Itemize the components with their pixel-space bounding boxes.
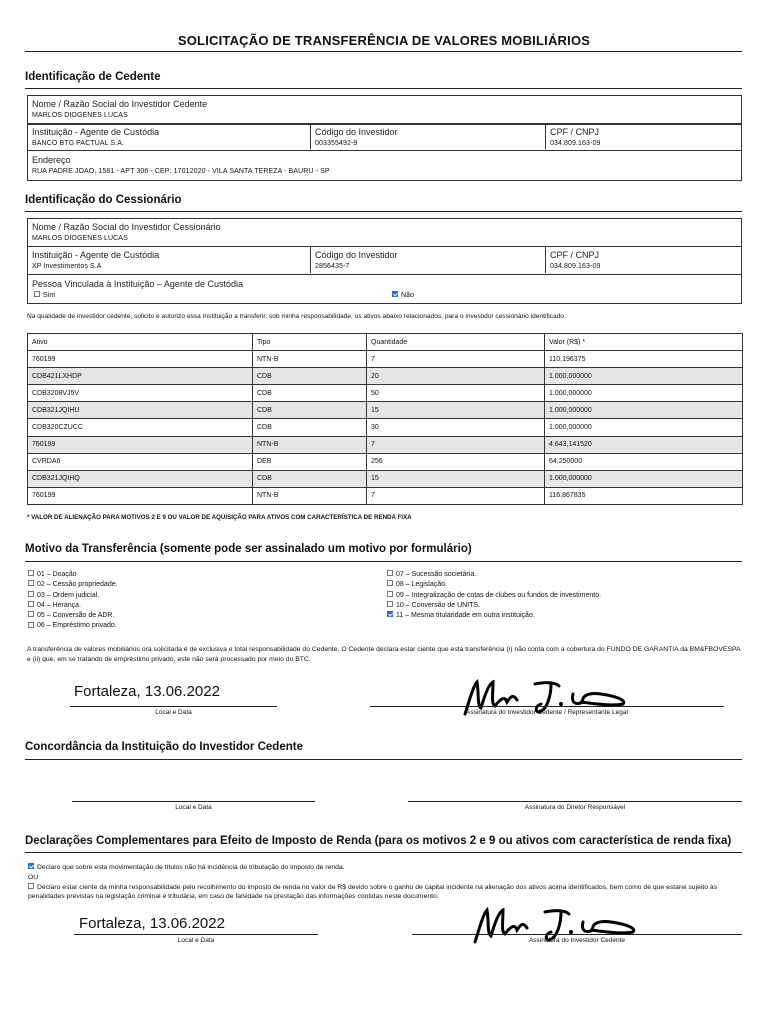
cedente-code-value: 003355492-9 xyxy=(315,140,358,147)
declaracoes-heading: Declarações Complementares para Efeito de Imposto de Renda (para os motivos 2 e 9 ou ativos com característica de renda fixa) xyxy=(25,835,732,847)
cedente-inst-value: BANCO BTG PACTUAL S.A. xyxy=(32,140,125,147)
checkbox-unchecked-icon[interactable] xyxy=(387,570,393,576)
declaracoes-rule xyxy=(25,852,742,853)
table-row xyxy=(28,402,743,419)
motivo-option-label: 10 – Conversão de UNITS. xyxy=(396,601,481,609)
table-cell: 15 xyxy=(367,470,545,487)
table-cell: 20 xyxy=(367,368,545,385)
table-cell: 64,250000 xyxy=(545,453,743,470)
table-row xyxy=(28,385,743,402)
assets-table xyxy=(27,333,743,505)
table-cell: 760199 xyxy=(28,436,253,453)
table-row xyxy=(28,351,743,368)
table-row xyxy=(28,436,743,453)
concordancia-sign-line xyxy=(408,801,742,802)
checkbox-unchecked-icon[interactable] xyxy=(28,580,34,586)
concordancia-heading: Concordância da Instituição do Investidor Cedente xyxy=(25,741,303,753)
cedente-cpf-value: 034.809.163-09 xyxy=(550,140,601,147)
table-cell: CDB xyxy=(253,385,367,402)
table-cell: CDB xyxy=(253,402,367,419)
table-cell: 30 xyxy=(367,419,545,436)
decl-place-caption: Local e Data xyxy=(177,937,215,944)
cessionario-code-value: 2856435-7 xyxy=(315,263,350,270)
sign1-place-caption: Local e Data xyxy=(155,709,192,716)
cessionario-code-label: Código do Investidor xyxy=(315,250,398,260)
sign1-place-line xyxy=(70,706,277,707)
linked-no-option[interactable] xyxy=(392,292,414,299)
table-cell: CDB xyxy=(253,368,367,385)
motivo-option-label: 08 – Legislação. xyxy=(396,581,447,589)
table-cell: NTN-B xyxy=(253,487,367,504)
checkbox-checked-icon[interactable] xyxy=(387,611,393,617)
declaracoes-or: OU xyxy=(28,874,39,881)
table-cell: NTN-B xyxy=(253,436,367,453)
table-cell: CVRDA6 xyxy=(28,453,253,470)
cedente-rule xyxy=(25,88,742,89)
declaracoes-option-1[interactable] xyxy=(28,864,345,871)
sign1-sign-caption: Assinatura do Investidor Cedente / Representante Legal xyxy=(466,709,628,716)
table-cell: CDB xyxy=(253,470,367,487)
cessionario-cpf-value: 034.809.163-09 xyxy=(550,263,601,270)
linked-yes-option[interactable] xyxy=(34,292,55,299)
concordancia-rule xyxy=(25,759,742,760)
cessionario-inst-value: XP Investimentos S.A xyxy=(32,263,102,270)
cedente-box xyxy=(27,95,742,181)
table-row xyxy=(28,368,743,385)
checkbox-unchecked-icon[interactable] xyxy=(28,601,34,607)
cessionario-box xyxy=(27,218,742,304)
table-cell: 256 xyxy=(367,453,545,470)
cessionario-rule xyxy=(25,211,742,212)
linked-yes-label: Sim xyxy=(43,292,56,299)
assets-header-cell: Ativo xyxy=(28,334,253,351)
motivo-option-label: 11 – Mesma titularidade em outra instituição. xyxy=(396,612,535,620)
concordancia-sign-caption: Assinatura do Diretor Responsável xyxy=(524,804,626,811)
motivo-option[interactable] xyxy=(28,580,118,590)
cedente-cpf-label: CPF / CNPJ xyxy=(550,127,600,137)
motivo-option[interactable] xyxy=(28,570,118,580)
table-cell: DEB xyxy=(253,453,367,470)
cedente-name-value: MARLOS DIOGENES LUCAS xyxy=(32,112,128,119)
cessionario-name-label: Nome / Razão Social do Investidor Cessionário xyxy=(32,222,221,232)
motivo-option[interactable] xyxy=(387,591,601,601)
concordancia-place-line xyxy=(72,801,315,802)
cessionario-cpf-label: CPF / CNPJ xyxy=(550,250,600,260)
cedente-heading: Identificação de Cedente xyxy=(25,71,161,83)
motivo-option[interactable] xyxy=(28,621,118,631)
table-row xyxy=(28,419,743,436)
table-cell: 7 xyxy=(367,351,545,368)
motivo-option[interactable] xyxy=(387,580,601,590)
linked-no-label: Não xyxy=(401,292,415,299)
assets-header-cell: Valor (R$) * xyxy=(545,334,743,351)
table-cell: 15 xyxy=(367,402,545,419)
assets-footnote: * VALOR DE ALIENAÇÃO PARA MOTIVOS 2 E 9 OU VALOR DE AQUISIÇÃO PARA ATIVOS COM CARACTERÍSTICA DE RENDA FIXA xyxy=(27,514,412,521)
table-cell: 1.000,000000 xyxy=(545,385,743,402)
table-cell: 50 xyxy=(367,385,545,402)
motivo-option-label: 01 – Doação xyxy=(37,571,77,578)
concordancia-place-caption: Local e Data xyxy=(175,804,212,811)
motivo-option-label: 02 – Cessão propriedade. xyxy=(37,581,118,589)
checkbox-unchecked-icon[interactable] xyxy=(387,580,393,586)
declaracoes-option-2-text: Declaro estar ciente da minha responsabilidade pelo recolhimento do imposto de renda no valor de R$ devido sobre o ganho de capital incidente na alienação dos ativos acima identificados, bem como de que estarei sujeito às penalidades previstas na legislação criminal e tributária, em caso de falsidade na prestação das informações contidas neste documento. xyxy=(28,884,718,900)
table-cell: CDB421LXHDP xyxy=(28,368,253,385)
cessionario-name-value: MARLOS DIOGENES LUCAS xyxy=(32,235,128,242)
motivo-option[interactable] xyxy=(28,601,118,611)
assets-header-row xyxy=(28,334,743,351)
authorization-text: Na qualidade de investidor cedente, solicito e autorizo essa Instituição a transferir, sob minha responsabilidade, os ativos abaixo relacionados, para o investidor cessionário identificado. xyxy=(27,313,566,320)
cessionario-heading: Identificação do Cessionário xyxy=(25,194,182,206)
motivo-option-label: 09 – Integralização de cotas de clubes ou fundos de investimento. xyxy=(396,591,602,599)
checkbox-no-checked-icon[interactable] xyxy=(392,291,398,297)
decl-sign-line xyxy=(412,934,742,935)
motivo-option-label: 06 – Empréstimo privado. xyxy=(37,622,117,630)
motivo-right-list xyxy=(387,570,601,621)
decl-sign-caption: Assinatura do Investidor Cedente xyxy=(528,937,626,944)
checkbox-unchecked-icon[interactable] xyxy=(28,611,34,617)
sign1-place-date: Fortaleza, 13.06.2022 xyxy=(74,683,220,700)
table-cell: NTN-B xyxy=(253,351,367,368)
table-row xyxy=(28,470,743,487)
table-cell: 1.000,000000 xyxy=(545,419,743,436)
assets-header-cell: Quantidade xyxy=(367,334,545,351)
checkbox-unchecked-icon[interactable] xyxy=(28,591,34,597)
table-cell: 1.000,000000 xyxy=(545,470,743,487)
decl-place-date: Fortaleza, 13.06.2022 xyxy=(79,915,225,932)
checkbox-unchecked-icon[interactable] xyxy=(28,570,34,576)
checkbox-decl2-unchecked-icon[interactable] xyxy=(28,883,34,889)
cedente-inst-label: Instituição - Agente de Custódia xyxy=(32,127,160,137)
checkbox-unchecked-icon[interactable] xyxy=(28,622,34,628)
sign1-sign-line xyxy=(370,706,724,707)
cedente-code-label: Código do Investidor xyxy=(315,127,398,137)
table-cell: 760199 xyxy=(28,351,253,368)
table-cell: 760199 xyxy=(28,487,253,504)
title-rule xyxy=(25,51,742,52)
table-cell: CDB320CZUCC xyxy=(28,419,253,436)
motivo-option[interactable] xyxy=(387,570,601,580)
table-cell: CDB321JQIHU xyxy=(28,402,253,419)
motivo-option-label: 03 – Ordem judicial. xyxy=(37,591,100,599)
table-cell: 7 xyxy=(367,487,545,504)
motivo-option-label: 04 – Herança. xyxy=(37,601,81,609)
table-cell: 4.643,141520 xyxy=(545,436,743,453)
decl-place-line xyxy=(74,934,318,935)
cedente-addr-value: RUA PADRE JOAO, 1581 - APT 306 - CEP: 17012020 - VILA SANTA TEREZA - BAURU - SP xyxy=(32,168,330,175)
motivo-option-label: 07 – Sucessão societária. xyxy=(396,571,477,578)
table-cell: 110,196375 xyxy=(545,351,743,368)
table-cell: CDB321JQIHQ xyxy=(28,470,253,487)
page-title: SOLICITAÇÃO DE TRANSFERÊNCIA DE VALORES MOBILIÁRIOS xyxy=(177,33,591,48)
table-cell: 1.000,000000 xyxy=(545,368,743,385)
motivo-option-label: 05 – Conversão de ADR. xyxy=(37,612,115,620)
checkbox-unchecked-icon[interactable] xyxy=(387,601,393,607)
checkbox-yes-unchecked-icon[interactable] xyxy=(34,291,40,297)
motivo-option[interactable] xyxy=(387,601,601,611)
table-cell: 116,867835 xyxy=(545,487,743,504)
motivo-option[interactable] xyxy=(28,591,118,601)
checkbox-decl1-checked-icon[interactable] xyxy=(28,863,34,869)
table-cell: 1.000,000000 xyxy=(545,402,743,419)
checkbox-unchecked-icon[interactable] xyxy=(387,591,393,597)
table-cell: CDB xyxy=(253,419,367,436)
motivo-heading: Motivo da Transferência (somente pode ser assinalado um motivo por formulário) xyxy=(25,543,472,555)
motivo-rule xyxy=(25,561,742,562)
table-row xyxy=(28,487,743,504)
motivo-option[interactable] xyxy=(387,611,601,621)
table-row xyxy=(28,453,743,470)
motivo-left-list xyxy=(28,570,118,632)
table-cell: 7 xyxy=(367,436,545,453)
assets-header-cell: Tipo xyxy=(253,334,367,351)
declaracoes-option-1-text: Declaro que sobre esta movimentação de títulos não há incidência de tributação do imposto de renda. xyxy=(37,864,345,871)
linked-person-label: Pessoa Vinculada à Instituição – Agente de Custódia xyxy=(32,279,243,289)
declaracoes-option-2[interactable] xyxy=(28,883,746,901)
table-cell: CDB3208VJ5V xyxy=(28,385,253,402)
cedente-name-label: Nome / Razão Social do Investidor Cedente xyxy=(32,99,208,109)
motivo-option[interactable] xyxy=(28,611,118,621)
motivo-declaration: A transferência de valores mobiliários ora solicitada é de exclusiva e total responsabilidade do Cedente. O Cedente declara estar ciente que esta transferência (i) não conta com a cobertura do FUNDO DE GARANTIA da BM&FBOVESPA e (ii) que, em se tratando de empréstimo privado, este não será processado por meio do BTC. xyxy=(27,646,741,663)
cedente-addr-label: Endereço xyxy=(32,155,71,165)
cessionario-inst-label: Instituição - Agente de Custódia xyxy=(32,250,160,260)
